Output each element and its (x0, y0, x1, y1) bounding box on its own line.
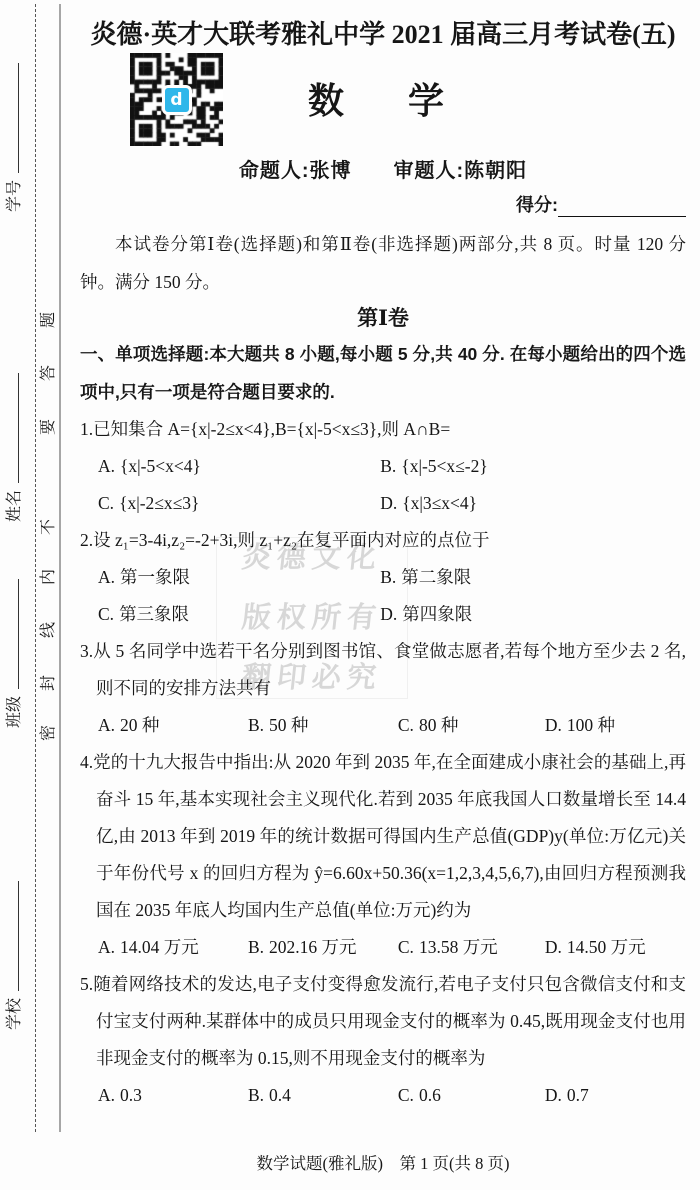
option-c: C. {x|-2≤x≤3} (98, 493, 200, 513)
question-number: 1. (80, 419, 94, 439)
seal-char: 题 (40, 312, 57, 329)
section-header: 一、单项选择题:本大题共 8 小题,每小题 5 分,共 40 分. 在每小题给出的四个选项中,只有一项是符合题目要求的. (80, 344, 686, 402)
seal-dashed-line (35, 4, 36, 1132)
question-options (80, 929, 686, 966)
part-title: 第Ⅰ卷 (357, 306, 409, 330)
watermark-line: 版权所有 (240, 602, 384, 634)
score-row (80, 191, 686, 217)
option-d: D. 14.50 万元 (544, 937, 646, 957)
school-label: 学校 (5, 997, 23, 1030)
question-4 (80, 744, 686, 966)
seal-char: 不 (40, 519, 57, 536)
class-field (2, 538, 22, 728)
option-d: D. {x|3≤x<4} (380, 493, 478, 513)
score-label: 得分: (516, 195, 558, 215)
option-c: C. 0.6 (397, 1085, 441, 1105)
question-stem (80, 744, 686, 929)
name-blank (6, 373, 19, 483)
student-id-field (2, 22, 22, 212)
question-number: 2. (80, 530, 94, 550)
option-b: B. {x|-5<x≤-2} (380, 456, 488, 476)
option-b: B. 202.16 万元 (247, 937, 357, 957)
seal-char: 线 (40, 622, 57, 639)
question-text: 党的十九大报告中指出:从 2020 年到 2035 年,在全面建成小康社会的基础上,再奋斗 15 年,基本实现社会主义现代化.若到 2035 年底我国人口数量增长至 14.4 亿,由 2013 年到 2019 年的统计数据可得国内生产总值(GDP)y(单位:万亿元)关于年份代号 x 的回归方程为 ŷ=6.60x+50.36(x=1,2,3,4,5,6,7),由回归方程预测我国在 2035 年底人均国内生产总值(单位:万元)约为 (93, 752, 686, 920)
seal-char: 答 (40, 365, 57, 382)
question-2 (80, 522, 686, 633)
question-text: 已知集合 A={x|-2≤x<4},B={x|-5<x≤3},则 A∩B= (93, 419, 451, 439)
watermark-line: 翻印必究 (240, 662, 384, 694)
class-blank (6, 579, 19, 689)
option-c: C. 第三象限 (98, 604, 190, 624)
seal-rail (0, 0, 80, 1190)
seal-char: 内 (40, 569, 57, 586)
subject-row (80, 53, 686, 149)
subject-title: 数 学 (307, 80, 458, 121)
exam-title: 炎德·英才大联考雅礼中学 2021 届高三月考试卷(五) (90, 20, 676, 49)
question-options (80, 1077, 686, 1114)
intro-paragraph: 本试卷分第Ⅰ卷(选择题)和第Ⅱ卷(非选择题)两部分,共 8 页。时量 120 分钟。满分 150 分。 (80, 234, 686, 292)
question-options (80, 559, 686, 633)
option-a: A. {x|-5<x<4} (98, 456, 201, 476)
question-stem (80, 411, 686, 448)
question-options (80, 707, 686, 744)
question-stem (80, 633, 686, 707)
question-3 (80, 633, 686, 744)
question-number: 5. (80, 974, 94, 994)
question-text: 随着网络技术的发达,电子支付变得愈发流行,若电子支付只包含微信支付和支付宝支付两种.某群体中的成员只用现金支付的概率为 0.45,既用现金支付也用非现金支付的概率为 0.15,则不用现金支付的概率为 (93, 974, 686, 1068)
question-5 (80, 966, 686, 1114)
name-field (2, 332, 22, 522)
student-id-blank (6, 63, 19, 173)
page-footer: 数学试题(雅礼版) 第 1 页(共 8 页) (256, 1154, 510, 1173)
authors-line: 命题人:张博 审题人:陈朝阳 (238, 160, 528, 182)
watermark-line: 炎德文化 (240, 542, 384, 574)
student-id-label: 学号 (5, 179, 23, 212)
seal-char: 密 (40, 725, 57, 742)
question-1 (80, 411, 686, 522)
option-a: A. 0.3 (98, 1085, 142, 1105)
option-b: B. 50 种 (247, 715, 309, 735)
option-c: C. 13.58 万元 (397, 937, 498, 957)
question-stem (80, 966, 686, 1077)
option-b: B. 0.4 (247, 1085, 291, 1105)
option-b: B. 第二象限 (380, 567, 472, 587)
paper-content (80, 0, 686, 1173)
option-a: A. 14.04 万元 (98, 937, 199, 957)
seal-char: 要 (40, 419, 57, 436)
question-stem (80, 522, 686, 559)
question-number: 4. (80, 752, 94, 772)
question-number: 3. (80, 641, 94, 661)
option-d: D. 100 种 (544, 715, 616, 735)
option-a: A. 20 种 (98, 715, 160, 735)
option-a: A. 第一象限 (98, 567, 191, 587)
option-d: D. 第四象限 (380, 604, 473, 624)
question-text: 设 z₁=3-4i,z₂=-2+3i,则 z₁+z₂在复平面内对应的点位于 (93, 530, 490, 550)
score-blank (558, 198, 686, 217)
seal-char: 封 (40, 675, 57, 692)
name-label: 姓名 (5, 489, 23, 522)
question-text: 从 5 名同学中选若干名分别到图书馆、食堂做志愿者,若每个地方至少去 2 名,则不同的安排方法共有 (93, 641, 686, 698)
option-c: C. 80 种 (397, 715, 459, 735)
option-d: D. 0.7 (544, 1085, 589, 1105)
class-label: 班级 (5, 695, 23, 728)
qr-logo-icon: d (162, 85, 192, 115)
qr-code (130, 53, 223, 146)
school-blank (6, 881, 19, 991)
school-field (2, 840, 22, 1030)
page-edge-line (59, 4, 61, 1132)
question-options (80, 448, 686, 522)
